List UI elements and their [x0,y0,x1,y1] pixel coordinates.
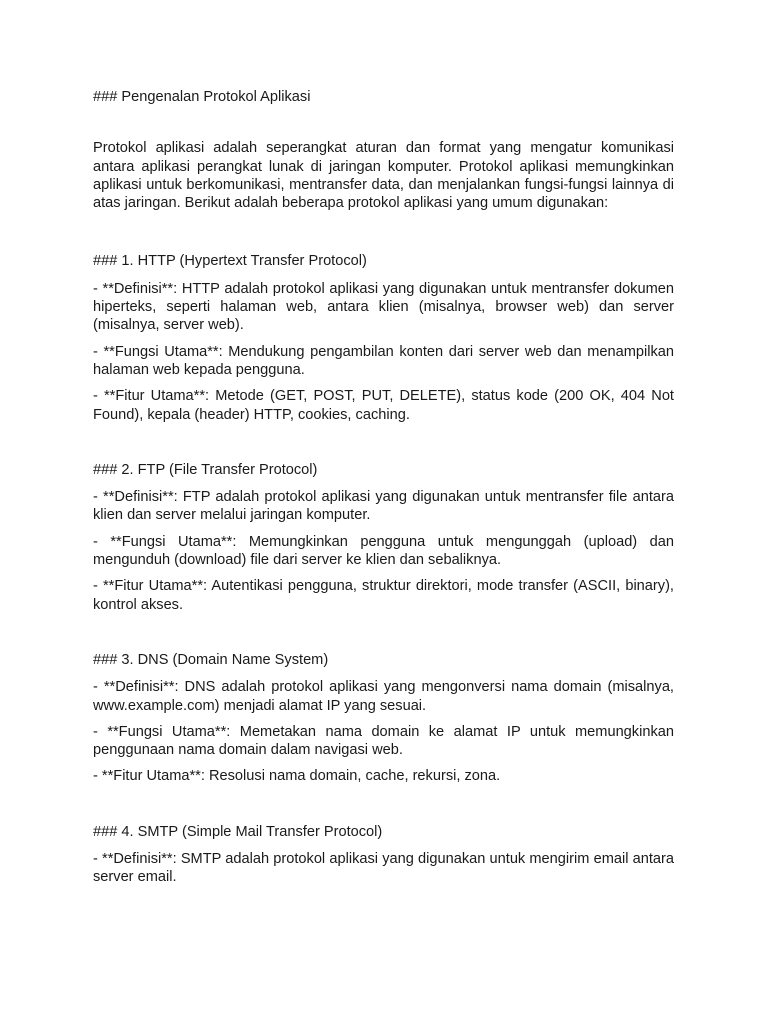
section-heading: ### 3. DNS (Domain Name System) [93,651,329,668]
section-item: - **Definisi**: DNS adalah protokol aplikasi yang mengonversi nama domain (misalnya, www.example.com) menjadi alamat IP yang sesuai. [93,679,674,714]
section-item: - **Definisi**: FTP adalah protokol aplikasi yang digunakan untuk mentransfer file antara klien dan server melalui jaringan komputer. [93,489,674,524]
section-heading: ### 4. SMTP (Simple Mail Transfer Protocol) [93,823,383,840]
intro-paragraph: Protokol aplikasi adalah seperangkat aturan dan format yang mengatur komunikasi antara aplikasi perangkat lunak di jaringan komputer. Protokol aplikasi memungkinkan aplikasi untuk berkomunikasi, mentransfer data, dan menjalankan fungsi-fungsi lainnya di atas jaringan. Berikut adalah beberapa protokol aplikasi yang umum digunakan: [93,140,674,212]
section-item: - **Fungsi Utama**: Memungkinkan pengguna untuk mengunggah (upload) dan mengunduh (download) file dari server ke klien dan sebaliknya. [93,533,674,569]
section-item: - **Fitur Utama**: Metode (GET, POST, PUT, DELETE), status kode (200 OK, 404 Not Found), kepala (header) HTTP, cookies, caching. [93,388,674,423]
section-smtp [93,823,674,887]
section-item: - **Fitur Utama**: Resolusi nama domain, cache, rekursi, zona. [93,768,501,785]
section-item: - **Fitur Utama**: Autentikasi pengguna, struktur direktori, mode transfer (ASCII, binary), kontrol akses. [93,578,674,613]
section-heading: ### 2. FTP (File Transfer Protocol) [93,461,318,478]
section-item: - **Fungsi Utama**: Memetakan nama domain ke alamat IP untuk memungkinkan penggunaan nama domain dalam navigasi web. [93,723,674,759]
section-item: - **Fungsi Utama**: Mendukung pengambilan konten dari server web dan menampilkan halaman web kepada pengguna. [93,343,674,378]
section-dns [93,651,674,786]
document-body [93,88,674,887]
section-item: - **Definisi**: SMTP adalah protokol aplikasi yang digunakan untuk mengirim email antara server email. [93,851,674,886]
section-heading: ### 1. HTTP (Hypertext Transfer Protocol) [93,253,367,270]
section-item: - **Definisi**: HTTP adalah protokol aplikasi yang digunakan untuk mentransfer dokumen hiperteks, seperti halaman web, antara klien (misalnya, browser web) dan server (misalnya, server web). [93,280,674,334]
section-http [93,252,674,423]
section-ftp [93,461,674,614]
document-title: ### Pengenalan Protokol Aplikasi [93,89,311,105]
